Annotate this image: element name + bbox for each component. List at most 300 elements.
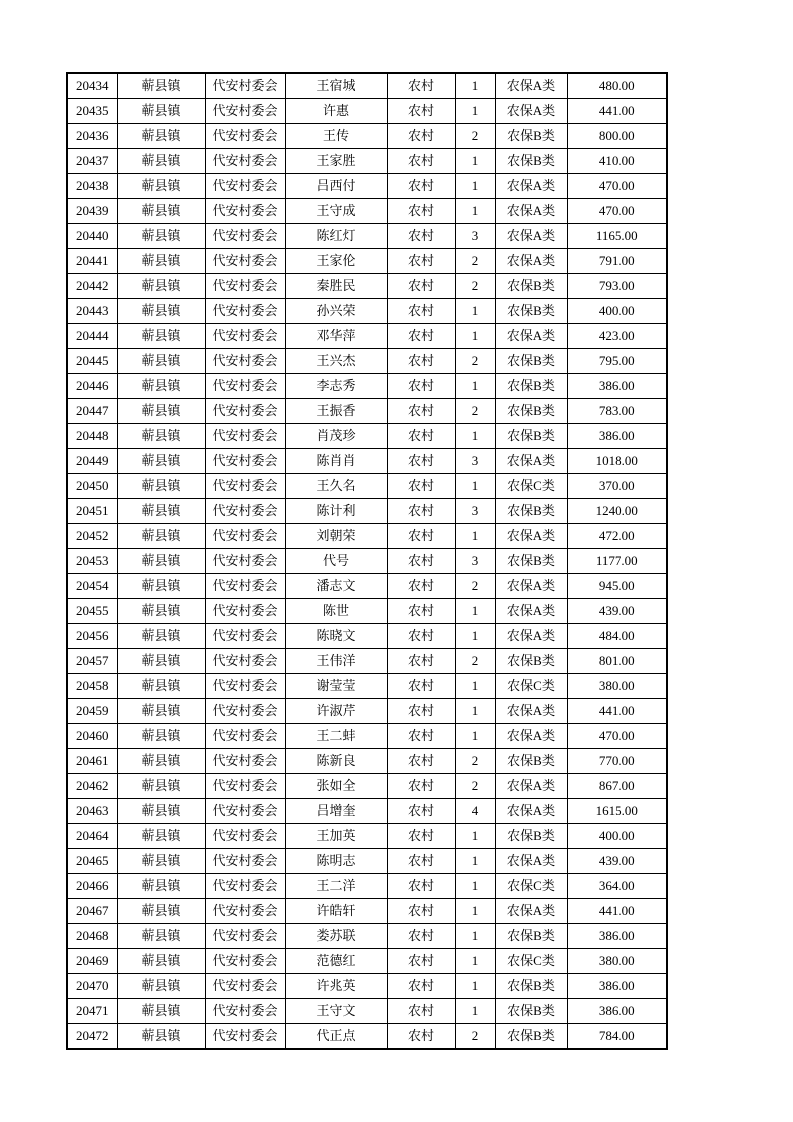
cell-town: 蕲县镇 xyxy=(117,949,205,974)
cell-residence-type: 农村 xyxy=(387,949,455,974)
cell-amount: 400.00 xyxy=(567,824,667,849)
cell-record-id: 20456 xyxy=(67,624,117,649)
cell-record-id: 20438 xyxy=(67,174,117,199)
cell-person-count: 2 xyxy=(455,1024,495,1050)
cell-town: 蕲县镇 xyxy=(117,174,205,199)
cell-person-name: 秦胜民 xyxy=(285,274,387,299)
cell-village-committee: 代安村委会 xyxy=(205,474,285,499)
table-row xyxy=(67,874,667,899)
cell-insurance-category: 农保A类 xyxy=(495,699,567,724)
cell-amount: 800.00 xyxy=(567,124,667,149)
cell-person-name: 陈世 xyxy=(285,599,387,624)
cell-residence-type: 农村 xyxy=(387,749,455,774)
cell-person-name: 陈红灯 xyxy=(285,224,387,249)
cell-residence-type: 农村 xyxy=(387,874,455,899)
cell-insurance-category: 农保B类 xyxy=(495,749,567,774)
cell-village-committee: 代安村委会 xyxy=(205,974,285,999)
cell-record-id: 20464 xyxy=(67,824,117,849)
cell-person-count: 1 xyxy=(455,99,495,124)
cell-person-count: 1 xyxy=(455,474,495,499)
cell-insurance-category: 农保B类 xyxy=(495,974,567,999)
cell-person-count: 2 xyxy=(455,399,495,424)
cell-person-name: 陈明志 xyxy=(285,849,387,874)
cell-person-count: 2 xyxy=(455,749,495,774)
cell-town: 蕲县镇 xyxy=(117,73,205,99)
cell-town: 蕲县镇 xyxy=(117,874,205,899)
cell-town: 蕲县镇 xyxy=(117,474,205,499)
cell-insurance-category: 农保B类 xyxy=(495,274,567,299)
cell-insurance-category: 农保B类 xyxy=(495,399,567,424)
cell-person-name: 许惠 xyxy=(285,99,387,124)
cell-amount: 783.00 xyxy=(567,399,667,424)
cell-person-count: 2 xyxy=(455,649,495,674)
cell-person-name: 王加英 xyxy=(285,824,387,849)
cell-village-committee: 代安村委会 xyxy=(205,149,285,174)
cell-town: 蕲县镇 xyxy=(117,349,205,374)
cell-amount: 480.00 xyxy=(567,73,667,99)
cell-record-id: 20457 xyxy=(67,649,117,674)
table-row xyxy=(67,399,667,424)
benefits-roster-table xyxy=(66,72,668,1050)
cell-record-id: 20455 xyxy=(67,599,117,624)
cell-person-name: 许皓轩 xyxy=(285,899,387,924)
cell-residence-type: 农村 xyxy=(387,449,455,474)
cell-record-id: 20448 xyxy=(67,424,117,449)
cell-amount: 439.00 xyxy=(567,599,667,624)
cell-amount: 370.00 xyxy=(567,474,667,499)
cell-amount: 1615.00 xyxy=(567,799,667,824)
cell-person-count: 2 xyxy=(455,349,495,374)
cell-amount: 386.00 xyxy=(567,924,667,949)
cell-village-committee: 代安村委会 xyxy=(205,274,285,299)
table-row xyxy=(67,824,667,849)
cell-person-name: 孙兴荣 xyxy=(285,299,387,324)
cell-person-name: 吕增奎 xyxy=(285,799,387,824)
cell-person-name: 陈肖肖 xyxy=(285,449,387,474)
cell-amount: 1165.00 xyxy=(567,224,667,249)
cell-town: 蕲县镇 xyxy=(117,424,205,449)
cell-town: 蕲县镇 xyxy=(117,274,205,299)
cell-person-name: 李志秀 xyxy=(285,374,387,399)
cell-village-committee: 代安村委会 xyxy=(205,999,285,1024)
cell-record-id: 20454 xyxy=(67,574,117,599)
cell-person-count: 2 xyxy=(455,574,495,599)
cell-record-id: 20443 xyxy=(67,299,117,324)
cell-village-committee: 代安村委会 xyxy=(205,699,285,724)
cell-village-committee: 代安村委会 xyxy=(205,949,285,974)
cell-amount: 400.00 xyxy=(567,299,667,324)
table-row xyxy=(67,349,667,374)
cell-town: 蕲县镇 xyxy=(117,324,205,349)
cell-amount: 867.00 xyxy=(567,774,667,799)
cell-residence-type: 农村 xyxy=(387,174,455,199)
cell-person-count: 1 xyxy=(455,949,495,974)
cell-person-name: 娄苏联 xyxy=(285,924,387,949)
table-row xyxy=(67,724,667,749)
cell-residence-type: 农村 xyxy=(387,524,455,549)
cell-residence-type: 农村 xyxy=(387,124,455,149)
cell-person-count: 2 xyxy=(455,274,495,299)
cell-village-committee: 代安村委会 xyxy=(205,724,285,749)
cell-village-committee: 代安村委会 xyxy=(205,649,285,674)
cell-town: 蕲县镇 xyxy=(117,724,205,749)
cell-record-id: 20465 xyxy=(67,849,117,874)
cell-amount: 472.00 xyxy=(567,524,667,549)
cell-residence-type: 农村 xyxy=(387,899,455,924)
cell-person-name: 陈计利 xyxy=(285,499,387,524)
table-row xyxy=(67,73,667,99)
cell-record-id: 20447 xyxy=(67,399,117,424)
cell-person-name: 王传 xyxy=(285,124,387,149)
cell-town: 蕲县镇 xyxy=(117,649,205,674)
cell-person-count: 1 xyxy=(455,374,495,399)
cell-town: 蕲县镇 xyxy=(117,124,205,149)
cell-record-id: 20444 xyxy=(67,324,117,349)
cell-village-committee: 代安村委会 xyxy=(205,874,285,899)
cell-residence-type: 农村 xyxy=(387,399,455,424)
cell-insurance-category: 农保A类 xyxy=(495,99,567,124)
cell-village-committee: 代安村委会 xyxy=(205,1024,285,1050)
cell-amount: 386.00 xyxy=(567,999,667,1024)
table-row xyxy=(67,674,667,699)
cell-village-committee: 代安村委会 xyxy=(205,399,285,424)
cell-record-id: 20469 xyxy=(67,949,117,974)
cell-amount: 386.00 xyxy=(567,374,667,399)
cell-village-committee: 代安村委会 xyxy=(205,224,285,249)
cell-residence-type: 农村 xyxy=(387,649,455,674)
cell-person-count: 3 xyxy=(455,549,495,574)
cell-amount: 945.00 xyxy=(567,574,667,599)
cell-insurance-category: 农保A类 xyxy=(495,199,567,224)
cell-amount: 795.00 xyxy=(567,349,667,374)
cell-insurance-category: 农保B类 xyxy=(495,499,567,524)
cell-residence-type: 农村 xyxy=(387,974,455,999)
cell-amount: 470.00 xyxy=(567,199,667,224)
cell-person-count: 1 xyxy=(455,674,495,699)
benefits-roster-table-body xyxy=(67,73,667,1049)
cell-person-name: 王兴杰 xyxy=(285,349,387,374)
cell-residence-type: 农村 xyxy=(387,474,455,499)
cell-town: 蕲县镇 xyxy=(117,549,205,574)
cell-town: 蕲县镇 xyxy=(117,299,205,324)
cell-record-id: 20472 xyxy=(67,1024,117,1050)
cell-village-committee: 代安村委会 xyxy=(205,899,285,924)
cell-person-name: 陈晓文 xyxy=(285,624,387,649)
cell-person-count: 1 xyxy=(455,73,495,99)
table-row xyxy=(67,224,667,249)
table-row xyxy=(67,99,667,124)
cell-insurance-category: 农保B类 xyxy=(495,349,567,374)
table-row xyxy=(67,849,667,874)
cell-village-committee: 代安村委会 xyxy=(205,799,285,824)
cell-town: 蕲县镇 xyxy=(117,99,205,124)
cell-person-count: 1 xyxy=(455,874,495,899)
cell-person-count: 1 xyxy=(455,724,495,749)
cell-person-name: 王守文 xyxy=(285,999,387,1024)
cell-insurance-category: 农保B类 xyxy=(495,124,567,149)
cell-village-committee: 代安村委会 xyxy=(205,774,285,799)
cell-town: 蕲县镇 xyxy=(117,399,205,424)
cell-town: 蕲县镇 xyxy=(117,674,205,699)
cell-person-count: 1 xyxy=(455,324,495,349)
cell-person-count: 4 xyxy=(455,799,495,824)
cell-person-count: 1 xyxy=(455,299,495,324)
cell-residence-type: 农村 xyxy=(387,349,455,374)
cell-person-name: 范德红 xyxy=(285,949,387,974)
cell-insurance-category: 农保A类 xyxy=(495,73,567,99)
cell-residence-type: 农村 xyxy=(387,824,455,849)
cell-residence-type: 农村 xyxy=(387,224,455,249)
cell-insurance-category: 农保C类 xyxy=(495,674,567,699)
cell-person-name: 肖茂珍 xyxy=(285,424,387,449)
cell-record-id: 20450 xyxy=(67,474,117,499)
cell-person-name: 王宿城 xyxy=(285,73,387,99)
table-row xyxy=(67,299,667,324)
cell-person-count: 1 xyxy=(455,924,495,949)
cell-record-id: 20459 xyxy=(67,699,117,724)
cell-record-id: 20453 xyxy=(67,549,117,574)
cell-residence-type: 农村 xyxy=(387,674,455,699)
cell-village-committee: 代安村委会 xyxy=(205,424,285,449)
cell-person-count: 1 xyxy=(455,199,495,224)
cell-residence-type: 农村 xyxy=(387,199,455,224)
cell-town: 蕲县镇 xyxy=(117,899,205,924)
cell-residence-type: 农村 xyxy=(387,624,455,649)
cell-amount: 441.00 xyxy=(567,99,667,124)
cell-person-count: 1 xyxy=(455,974,495,999)
cell-person-count: 3 xyxy=(455,499,495,524)
table-row xyxy=(67,549,667,574)
cell-residence-type: 农村 xyxy=(387,299,455,324)
cell-village-committee: 代安村委会 xyxy=(205,374,285,399)
cell-person-count: 1 xyxy=(455,699,495,724)
cell-residence-type: 农村 xyxy=(387,599,455,624)
table-row xyxy=(67,449,667,474)
cell-insurance-category: 农保A类 xyxy=(495,524,567,549)
cell-insurance-category: 农保A类 xyxy=(495,249,567,274)
cell-insurance-category: 农保A类 xyxy=(495,849,567,874)
cell-insurance-category: 农保C类 xyxy=(495,474,567,499)
cell-insurance-category: 农保B类 xyxy=(495,999,567,1024)
cell-person-name: 王振香 xyxy=(285,399,387,424)
table-row xyxy=(67,799,667,824)
cell-town: 蕲县镇 xyxy=(117,774,205,799)
cell-insurance-category: 农保B类 xyxy=(495,299,567,324)
cell-village-committee: 代安村委会 xyxy=(205,824,285,849)
cell-amount: 470.00 xyxy=(567,724,667,749)
cell-person-count: 1 xyxy=(455,424,495,449)
cell-town: 蕲县镇 xyxy=(117,624,205,649)
cell-insurance-category: 农保A类 xyxy=(495,899,567,924)
cell-record-id: 20446 xyxy=(67,374,117,399)
cell-amount: 441.00 xyxy=(567,899,667,924)
cell-person-name: 王守成 xyxy=(285,199,387,224)
table-row xyxy=(67,149,667,174)
cell-town: 蕲县镇 xyxy=(117,224,205,249)
cell-amount: 470.00 xyxy=(567,174,667,199)
cell-record-id: 20440 xyxy=(67,224,117,249)
cell-record-id: 20466 xyxy=(67,874,117,899)
table-row xyxy=(67,699,667,724)
table-row xyxy=(67,574,667,599)
cell-amount: 791.00 xyxy=(567,249,667,274)
cell-amount: 1177.00 xyxy=(567,549,667,574)
cell-insurance-category: 农保B类 xyxy=(495,1024,567,1050)
cell-town: 蕲县镇 xyxy=(117,824,205,849)
cell-village-committee: 代安村委会 xyxy=(205,624,285,649)
cell-residence-type: 农村 xyxy=(387,1024,455,1050)
cell-amount: 423.00 xyxy=(567,324,667,349)
cell-village-committee: 代安村委会 xyxy=(205,299,285,324)
cell-person-name: 潘志文 xyxy=(285,574,387,599)
cell-village-committee: 代安村委会 xyxy=(205,449,285,474)
cell-person-name: 陈新良 xyxy=(285,749,387,774)
table-row xyxy=(67,474,667,499)
cell-village-committee: 代安村委会 xyxy=(205,73,285,99)
cell-insurance-category: 农保C类 xyxy=(495,874,567,899)
cell-insurance-category: 农保A类 xyxy=(495,774,567,799)
cell-insurance-category: 农保B类 xyxy=(495,649,567,674)
cell-amount: 484.00 xyxy=(567,624,667,649)
cell-residence-type: 农村 xyxy=(387,324,455,349)
cell-town: 蕲县镇 xyxy=(117,574,205,599)
cell-residence-type: 农村 xyxy=(387,73,455,99)
table-row xyxy=(67,624,667,649)
cell-residence-type: 农村 xyxy=(387,274,455,299)
cell-town: 蕲县镇 xyxy=(117,749,205,774)
cell-amount: 386.00 xyxy=(567,424,667,449)
cell-village-committee: 代安村委会 xyxy=(205,549,285,574)
cell-town: 蕲县镇 xyxy=(117,524,205,549)
cell-village-committee: 代安村委会 xyxy=(205,249,285,274)
cell-village-committee: 代安村委会 xyxy=(205,924,285,949)
cell-town: 蕲县镇 xyxy=(117,1024,205,1050)
cell-person-name: 王伟洋 xyxy=(285,649,387,674)
cell-insurance-category: 农保B类 xyxy=(495,924,567,949)
table-row xyxy=(67,599,667,624)
cell-record-id: 20461 xyxy=(67,749,117,774)
cell-record-id: 20471 xyxy=(67,999,117,1024)
cell-person-name: 许兆英 xyxy=(285,974,387,999)
table-row xyxy=(67,974,667,999)
cell-town: 蕲县镇 xyxy=(117,999,205,1024)
cell-person-count: 3 xyxy=(455,449,495,474)
cell-person-name: 王久名 xyxy=(285,474,387,499)
cell-person-count: 1 xyxy=(455,899,495,924)
cell-person-name: 代正点 xyxy=(285,1024,387,1050)
cell-residence-type: 农村 xyxy=(387,999,455,1024)
cell-insurance-category: 农保A类 xyxy=(495,624,567,649)
cell-person-name: 王家伦 xyxy=(285,249,387,274)
cell-town: 蕲县镇 xyxy=(117,449,205,474)
cell-residence-type: 农村 xyxy=(387,774,455,799)
cell-insurance-category: 农保B类 xyxy=(495,549,567,574)
cell-residence-type: 农村 xyxy=(387,249,455,274)
cell-amount: 386.00 xyxy=(567,974,667,999)
cell-record-id: 20463 xyxy=(67,799,117,824)
cell-person-count: 2 xyxy=(455,124,495,149)
cell-person-name: 张如全 xyxy=(285,774,387,799)
cell-amount: 784.00 xyxy=(567,1024,667,1050)
cell-village-committee: 代安村委会 xyxy=(205,199,285,224)
cell-town: 蕲县镇 xyxy=(117,974,205,999)
cell-residence-type: 农村 xyxy=(387,574,455,599)
cell-insurance-category: 农保B类 xyxy=(495,149,567,174)
cell-person-name: 代号 xyxy=(285,549,387,574)
cell-amount: 1018.00 xyxy=(567,449,667,474)
cell-insurance-category: 农保A类 xyxy=(495,799,567,824)
cell-town: 蕲县镇 xyxy=(117,599,205,624)
cell-village-committee: 代安村委会 xyxy=(205,674,285,699)
cell-residence-type: 农村 xyxy=(387,99,455,124)
cell-person-count: 1 xyxy=(455,824,495,849)
cell-record-id: 20435 xyxy=(67,99,117,124)
cell-residence-type: 农村 xyxy=(387,924,455,949)
table-row xyxy=(67,249,667,274)
cell-record-id: 20442 xyxy=(67,274,117,299)
cell-person-count: 2 xyxy=(455,774,495,799)
cell-insurance-category: 农保A类 xyxy=(495,449,567,474)
cell-insurance-category: 农保A类 xyxy=(495,324,567,349)
cell-town: 蕲县镇 xyxy=(117,799,205,824)
cell-person-name: 王二蚌 xyxy=(285,724,387,749)
cell-village-committee: 代安村委会 xyxy=(205,849,285,874)
table-row xyxy=(67,524,667,549)
cell-residence-type: 农村 xyxy=(387,799,455,824)
cell-town: 蕲县镇 xyxy=(117,849,205,874)
cell-record-id: 20445 xyxy=(67,349,117,374)
cell-village-committee: 代安村委会 xyxy=(205,99,285,124)
cell-residence-type: 农村 xyxy=(387,149,455,174)
table-row xyxy=(67,324,667,349)
cell-residence-type: 农村 xyxy=(387,424,455,449)
cell-amount: 793.00 xyxy=(567,274,667,299)
cell-village-committee: 代安村委会 xyxy=(205,524,285,549)
cell-village-committee: 代安村委会 xyxy=(205,749,285,774)
cell-residence-type: 农村 xyxy=(387,499,455,524)
table-row xyxy=(67,424,667,449)
cell-person-name: 刘朝荣 xyxy=(285,524,387,549)
table-row xyxy=(67,274,667,299)
table-row xyxy=(67,899,667,924)
cell-record-id: 20451 xyxy=(67,499,117,524)
cell-record-id: 20449 xyxy=(67,449,117,474)
cell-person-count: 1 xyxy=(455,849,495,874)
cell-person-count: 1 xyxy=(455,624,495,649)
table-row xyxy=(67,649,667,674)
cell-village-committee: 代安村委会 xyxy=(205,599,285,624)
cell-residence-type: 农村 xyxy=(387,374,455,399)
cell-amount: 1240.00 xyxy=(567,499,667,524)
table-row xyxy=(67,999,667,1024)
cell-insurance-category: 农保B类 xyxy=(495,374,567,399)
cell-person-name: 王二洋 xyxy=(285,874,387,899)
cell-person-count: 3 xyxy=(455,224,495,249)
table-row xyxy=(67,124,667,149)
cell-person-count: 1 xyxy=(455,149,495,174)
table-row xyxy=(67,924,667,949)
cell-person-name: 许淑芹 xyxy=(285,699,387,724)
cell-record-id: 20460 xyxy=(67,724,117,749)
table-row xyxy=(67,774,667,799)
cell-insurance-category: 农保B类 xyxy=(495,424,567,449)
cell-village-committee: 代安村委会 xyxy=(205,124,285,149)
cell-amount: 439.00 xyxy=(567,849,667,874)
cell-record-id: 20452 xyxy=(67,524,117,549)
cell-village-committee: 代安村委会 xyxy=(205,324,285,349)
cell-town: 蕲县镇 xyxy=(117,699,205,724)
cell-person-count: 1 xyxy=(455,524,495,549)
